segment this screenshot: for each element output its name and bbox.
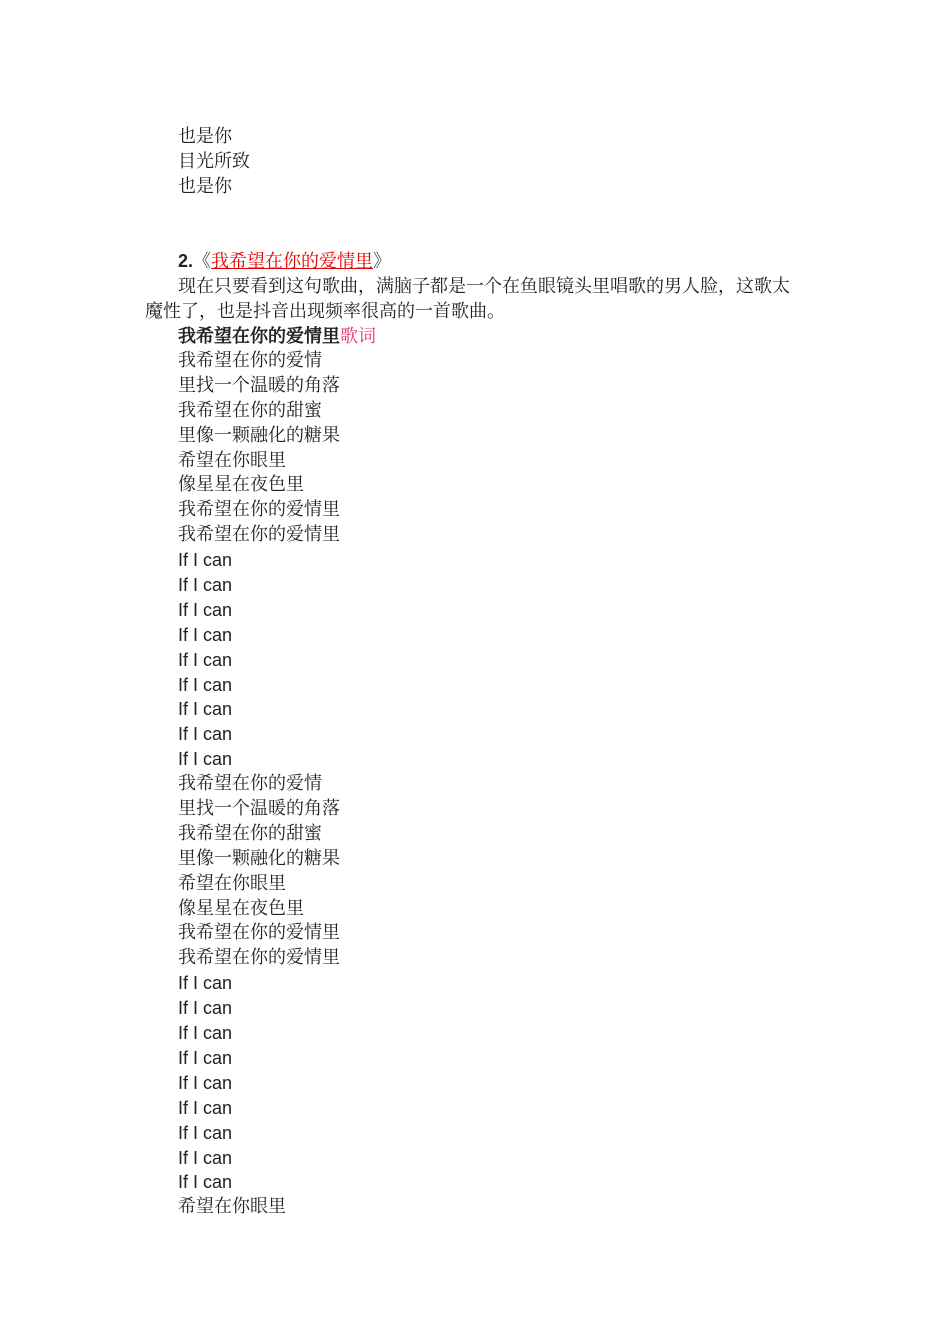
lyric-line: 像星星在夜色里: [178, 897, 304, 919]
song-title-link[interactable]: 我希望在你的爱情里: [211, 251, 374, 272]
lyrics-link[interactable]: 歌词: [340, 326, 376, 347]
lyric-line: If I can: [178, 575, 233, 596]
lyric-line: 我希望在你的爱情里: [178, 947, 340, 969]
lyric-line: 我希望在你的爱情: [178, 773, 322, 795]
lyrics-heading: [178, 324, 376, 349]
open-quote: 《: [193, 251, 212, 272]
lyric-line: If I can: [178, 1147, 233, 1168]
lyric-line: 也是你: [178, 176, 232, 197]
lyric-line: 我希望在你的爱情里: [178, 524, 340, 546]
lyric-line: If I can: [178, 1172, 233, 1193]
lyric-line: If I can: [178, 1097, 233, 1118]
lyric-line: 目光所致: [178, 151, 250, 172]
lyric-line: 像星星在夜色里: [178, 474, 304, 496]
lyric-line: 我希望在你的爱情里: [178, 499, 340, 521]
lyric-line: If I can: [178, 699, 233, 720]
lyrics-heading-text: 我希望在你的爱情里: [178, 326, 340, 347]
lyric-line: If I can: [178, 1072, 233, 1093]
lyric-line: If I can: [178, 1047, 233, 1068]
lyric-line: 里像一颗融化的糖果: [178, 847, 340, 869]
lyric-line: 希望在你眼里: [178, 1196, 286, 1218]
lyric-line: 里找一个温暖的角落: [178, 374, 340, 396]
lyric-line: 也是你: [178, 126, 232, 147]
lyric-line: If I can: [178, 1023, 233, 1044]
lyric-line: 我希望在你的爱情里: [178, 922, 340, 944]
section-description: 现在只要看到这句歌曲，满脑子都是一个在鱼眼镜头里唱歌的男人脸，这歌太魔性了，也是抖音出现频率很高的一首歌曲。: [145, 276, 790, 322]
lyric-line: If I can: [178, 550, 233, 571]
lyric-line: If I can: [178, 624, 233, 645]
close-quote: 》: [373, 251, 392, 272]
lyric-line: If I can: [178, 599, 233, 620]
lyric-line: 我希望在你的甜蜜: [178, 399, 322, 421]
lyric-line: If I can: [178, 674, 233, 695]
lyric-line: 里像一颗融化的糖果: [178, 424, 340, 446]
lyric-line: 我希望在你的甜蜜: [178, 822, 322, 844]
section-title: [178, 249, 391, 274]
lyric-line: If I can: [178, 998, 233, 1019]
lyric-line: 我希望在你的爱情: [178, 350, 322, 371]
lyric-line: 希望在你眼里: [178, 872, 286, 894]
lyric-line: 希望在你眼里: [178, 449, 286, 471]
lyric-line: If I can: [178, 1122, 233, 1143]
section-number: 2.: [178, 251, 194, 271]
lyrics-list: [178, 349, 340, 1220]
lyric-line: If I can: [178, 749, 233, 770]
lyric-line: If I can: [178, 724, 233, 745]
lyric-line: If I can: [178, 973, 233, 994]
lyric-line: 里找一个温暖的角落: [178, 798, 340, 820]
lyric-line: If I can: [178, 649, 233, 670]
